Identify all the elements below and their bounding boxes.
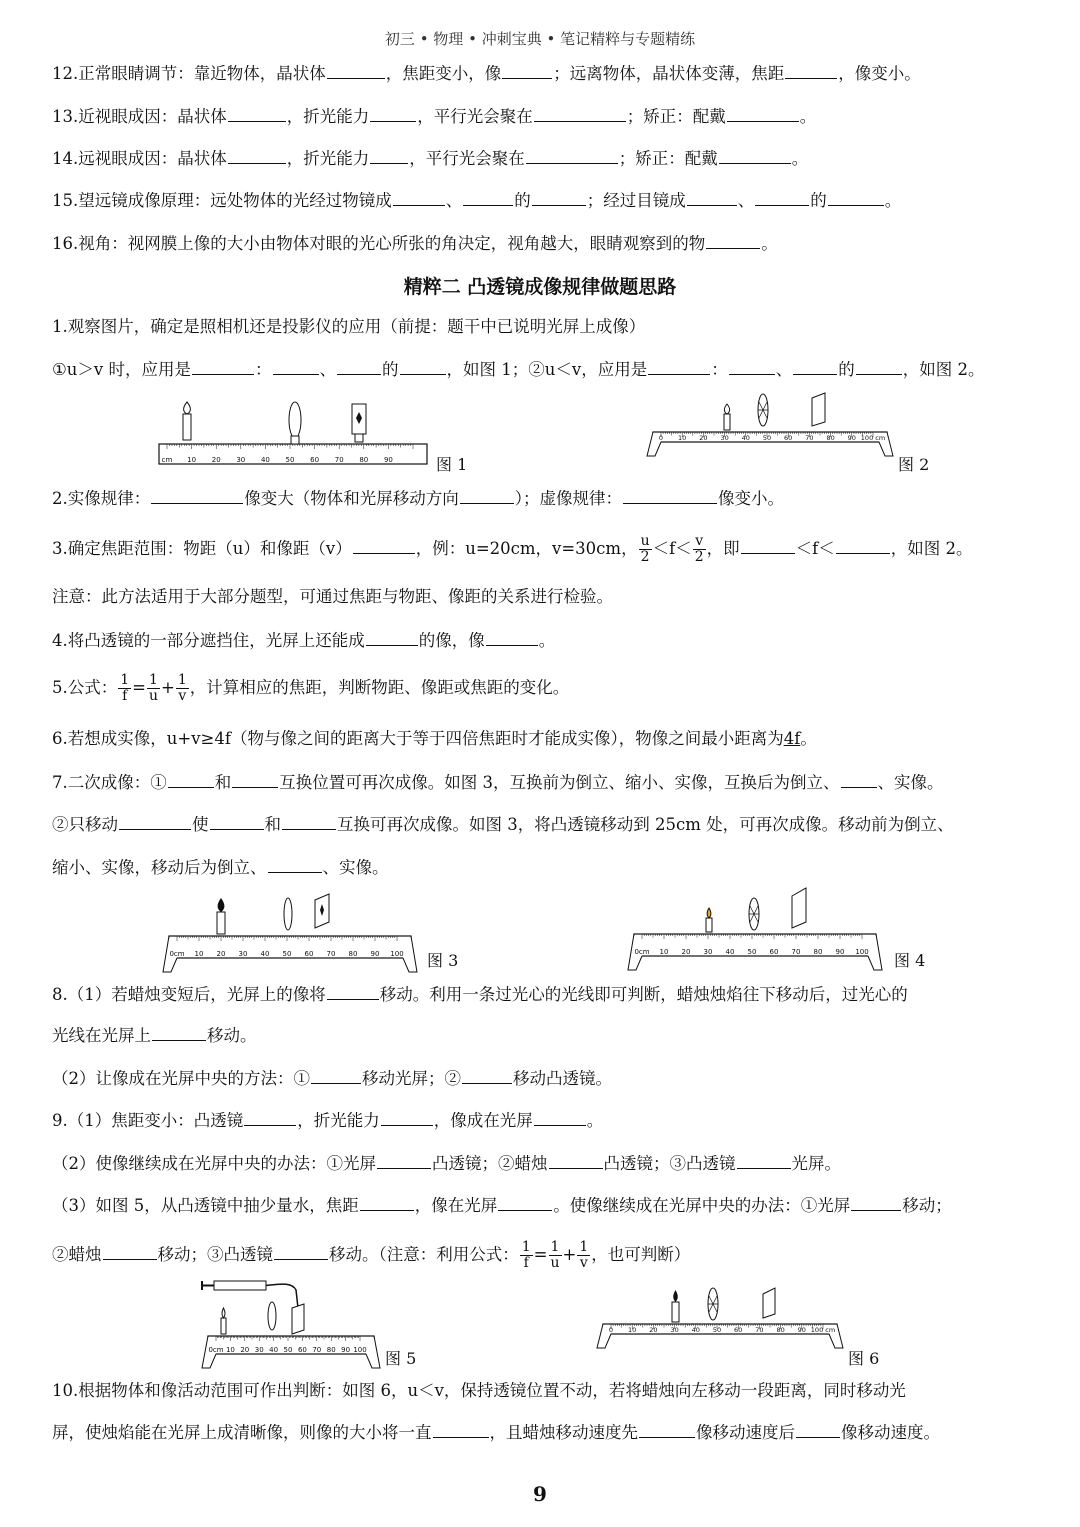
ruler-tick-label: 90 [797,1326,806,1334]
ruler-tick-label: 80 [826,434,835,442]
ruler-tick-label: 0 [608,1326,614,1334]
section-title: 精粹二 凸透镜成像规律做题思路 [403,276,677,298]
fraction-1-over-f: $\frac{1}{f}$ [120,672,130,704]
page-header: 初三 • 物理 • 冲刺宝典 • 笔记精粹与专题精练 [384,30,696,48]
screen-icon [292,1304,304,1334]
ruler-tick-label: 60 [297,1346,307,1354]
ruler-tick-label: 80 [348,950,358,958]
ruler-tick-label: 90 [383,456,393,464]
ruler-tick-label: 0cm [208,1346,224,1354]
ruler-tick-label: 90 [370,950,380,958]
lens-icon [284,898,292,930]
ruler [597,1324,843,1348]
ruler-tick-label: 10 [187,456,197,464]
ruler [628,934,882,970]
screen-icon [763,1288,775,1318]
ruler-tick-label: cm [161,456,173,464]
ruler-tick-label: 20 [699,434,708,442]
ruler-tick-label: 30 [254,1346,264,1354]
figure-4 [620,884,890,964]
item-16: 16.视角：视网膜上像的大小由物体对眼的光心所张的角决定，视角越大，眼睛观察到的物 。 [52,234,778,253]
item-15: 15.望远镜成像原理：远处物体的光经过物镜成 、 的 ；经过目镜成 、 的 。 [52,191,902,210]
ruler-tick-label: 30 [703,948,713,956]
syringe-icon [202,1281,298,1308]
ruler-tick-label: 40 [260,456,270,464]
ruler [159,444,427,464]
ruler-tick-label: 50 [747,948,757,956]
item-8a: 8.（1）若蜡烛变短后，光屏上的像将 移动。利用一条过光心的光线即可判断，蜡烛烛焰往下移动后，过光心的 [52,985,908,1004]
ruler-tick-label: 70 [334,456,344,464]
ruler-tick-label: 40 [725,948,735,956]
ruler [647,432,893,456]
ruler-tick-label: 90 [341,1346,351,1354]
screen-icon [352,404,366,442]
candle-icon [183,402,191,440]
note: 注意：此方法适用于大部分题型，可通过焦距与物距、像距的关系进行检验。 [52,587,613,606]
ruler-tick-label: 100 [855,948,869,956]
lens-icon [268,1302,276,1330]
ruler-tick-label: 60 [769,948,779,956]
lens-icon [289,402,301,444]
ruler-tick-label: 60 [784,434,793,442]
ruler-tick-label: 60 [310,456,320,464]
ruler [163,936,417,972]
item-9c: （3）如图 5，从凸透镜中抽少量水，焦距 ，像在光屏 。使像继续成在光屏中央的办法：①光屏 移动； [52,1196,952,1215]
fraction-1-over-f: $\frac{1}{f}$ [521,1239,531,1271]
ruler-tick-label: 50 [762,434,772,442]
figure-6-label: 图 6 [848,1349,880,1368]
ruler-tick-label: 80 [813,948,823,956]
figure-3-label: 图 3 [427,951,459,970]
ruler-tick-label: 90 [847,434,856,442]
figure-5 [200,1278,380,1364]
item-10b: 屏，使烛焰能在光屏上成清晰像，则像的大小将一直 ，且蜡烛移动速度先 像移动速度后 像移动速度。 [52,1423,940,1442]
ruler-tick-label: 20 [240,1346,250,1354]
ruler-tick-label: 70 [326,950,336,958]
item-9a: 9.（1）焦距变小：凸透镜 ，折光能力 ，像成在光屏 。 [52,1111,604,1130]
ruler-tick-label: 50 [712,1326,722,1334]
screen-icon [812,393,825,426]
item-2: 2.实像规律： 像变大（物体和光屏移动方向 ）；虚像规律： 像变小。 [52,489,784,508]
ruler-tick-label: 50 [282,950,292,958]
ruler-tick-label: 80 [359,456,369,464]
item-12: 12.正常眼睛调节：靠近物体，晶状体 ，焦距变小，像 ；远离物体，晶状体变薄，焦距 ，像变小。 [52,64,921,83]
fraction-1-over-u: $\frac{1}{u}$ [149,672,159,704]
ruler-tick-label: 100 [353,1346,367,1354]
ruler-tick-label: 30 [670,1326,679,1334]
ruler-tick-label: 40 [260,950,270,958]
figure-2 [645,390,895,466]
lens-icon [708,1288,718,1320]
ruler-tick-label: 10 [678,434,687,442]
item-4: 4.将凸透镜的一部分遮挡住，光屏上还能成 的像，像 。 [52,631,556,650]
candle-icon [724,404,730,430]
ruler-tick-label: 50 [285,456,295,464]
ruler-tick-label: 40 [691,1326,700,1334]
item-5: 5.公式： $\frac{1}{f}$ = $\frac{1}{u}$ + $\frac{1}{v}$ ，计算相应的焦距，判断物距、像距或焦距的变化。 [52,672,570,704]
item-9d: ②蜡烛 移动；③凸透镜 移动。（注意：利用公式： $\frac{1}{f}$ = $\frac{1}{u}$ + $\frac{1}{v}$ ，也可判断） [52,1239,691,1271]
ruler-tick-label: 90 [835,948,845,956]
ruler-tick-label: 80 [776,1326,785,1334]
ruler-tick-label: 40 [741,434,750,442]
ruler-tick-label: 20 [216,950,226,958]
item-7b: ②只移动 使 和 互换可再次成像。如图 3，将凸透镜移动到 25cm 处，可再次成像。移动前为倒立、 [52,815,954,834]
fraction-1-over-u: $\frac{1}{u}$ [550,1239,560,1271]
ruler-tick-label: 30 [720,434,729,442]
ruler-tick-label: 40 [269,1346,279,1354]
item-1b: ①u＞v 时，应用是 ： 、 的 ，如图 1；②u＜v，应用是 ： 、 的 ，如图 2。 [52,360,985,379]
figure-3 [155,888,425,964]
ruler-tick-label: 20 [649,1326,658,1334]
screen-icon [792,888,806,928]
page-number: 9 [533,1482,547,1506]
ruler-tick-label: 20 [681,948,691,956]
ruler-tick-label: 60 [304,950,314,958]
ruler-tick-label: 70 [791,948,801,956]
lens-icon [749,898,759,930]
lens-icon [758,394,768,426]
ruler-tick-label: 70 [312,1346,322,1354]
figure-6 [595,1286,845,1362]
ruler-tick-label: 10 [194,950,204,958]
fraction-1-over-v: $\frac{1}{v}$ [177,672,187,704]
item-13: 13.近视眼成因：晶状体 ，折光能力 ，平行光会聚在 ；矫正：配戴 。 [52,107,817,126]
figure-5-label: 图 5 [385,1349,417,1368]
fraction-u-over-2: $\frac{u}{2}$ [640,533,650,565]
item-8b: 光线在光屏上 移动。 [52,1026,257,1045]
ruler-tick-label: 30 [238,950,248,958]
ruler-tick-label: 80 [326,1346,336,1354]
ruler-tick-label: 100 cm [860,434,886,442]
ruler-tick-label: 10 [225,1346,235,1354]
fraction-1-over-v: $\frac{1}{v}$ [579,1239,589,1271]
item-10a: 10.根据物体和像活动范围可作出判断：如图 6，u＜v，保持透镜位置不动，若将蜡烛向左移动一段距离，同时移动光 [52,1381,906,1400]
ruler-tick-label: 0 [658,434,664,442]
figure-1 [155,398,435,468]
candle-icon [706,908,712,932]
ruler-tick-label: 100 cm [810,1326,836,1334]
ruler-tick-label: 0cm [634,948,650,956]
item-14: 14.远视眼成因：晶状体 ，折光能力 ，平行光会聚在 ；矫正：配戴 。 [52,149,809,168]
ruler [202,1336,380,1368]
ruler-tick-label: 10 [628,1326,637,1334]
candle-icon [672,1290,679,1322]
ruler-tick-label: 20 [211,456,221,464]
ruler-tick-label: 100 [390,950,404,958]
item-7c: 缩小、实像，移动后为倒立、 、实像。 [52,858,389,877]
ruler-tick-label: 70 [805,434,814,442]
fraction-v-over-2: $\frac{v}{2}$ [694,533,704,565]
ruler-tick-label: 10 [659,948,669,956]
ruler-tick-label: 30 [236,456,246,464]
candle-icon [221,1308,226,1334]
item-9b: （2）使像继续成在光屏中央的办法：①光屏 凸透镜；②蜡烛 凸透镜；③凸透镜 光屏。 [52,1154,841,1173]
item-8c: （2）让像成在光屏中央的方法：① 移动光屏；② 移动凸透镜。 [52,1069,612,1088]
screen-icon [315,894,329,928]
candle-icon [217,898,225,934]
ruler-tick-label: 50 [283,1346,293,1354]
ruler-tick-label: 0cm [169,950,185,958]
figure-2-label: 图 2 [898,455,930,474]
item-3: 3.确定焦距范围：物距（u）和像距（v） ，例：u=20cm，v=30cm， $\frac{u}{2}$ ＜f＜ $\frac{v}{2}$ ，即 ＜f＜ ，如图 2。 [52,533,973,565]
figure-1-label: 图 1 [436,455,468,474]
item-7a: 7.二次成像：① 和 互换位置可再次成像。如图 3，互换前为倒立、缩小、实像，互换后为倒立、 、实像。 [52,773,944,792]
ruler-tick-label: 60 [734,1326,743,1334]
item-6: 6.若想成实像，u+v≥4f（物与像之间的距离大于等于四倍焦距时才能成实像），物像之间最小距离为4f。 [52,729,817,748]
ruler-tick-label: 70 [755,1326,764,1334]
item-1: 1.观察图片，确定是照相机还是投影仪的应用（前提：题干中已说明光屏上成像） [52,317,646,336]
figure-4-label: 图 4 [894,951,926,970]
